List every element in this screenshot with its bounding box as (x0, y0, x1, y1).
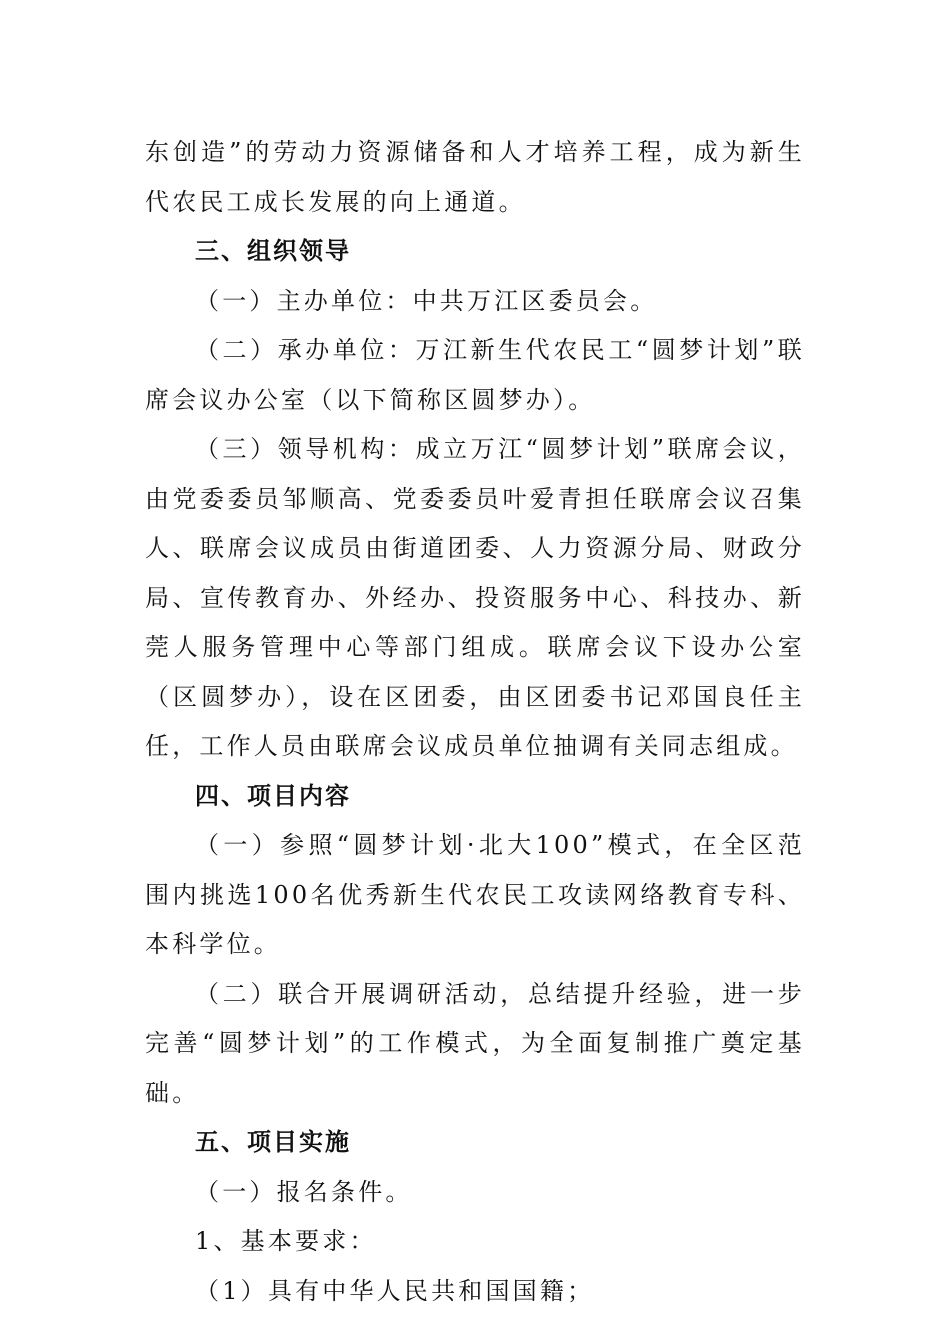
paragraph-host-unit: （一）主办单位：中共万江区委员会。 (195, 286, 658, 315)
section-heading-organization: 三、组织领导 (195, 237, 351, 265)
section-heading-project-content: 四、项目内容 (195, 781, 351, 810)
paragraph-basic-requirements: 1、基本要求： (195, 1227, 377, 1255)
paragraph-requirement-nationality: （1）具有中华人民共和国国籍； (195, 1276, 595, 1305)
paragraph-content-two: （二）联合开展调研活动，总结提升经验，进一步完善“圆梦计划”的工作模式，为全面复制推广奠定基础。 (145, 979, 805, 1107)
paragraph-leadership: （三）领导机构：成立万江“圆梦计划”联席会议，由党委委员邹顺高、党委委员叶爱青担任联席会议召集人、联席会议成员由街道团委、人力资源分局、财政分局、宣传教育办、外经办、投资服务中心、科技办、新莞人服务管理中心等部门组成。联席会议下设办公室（区圆梦办），设在区团委，由区团委书记邓国良任主任，工作人员由联席会议成员单位抽调有关同志组成。 (145, 435, 805, 760)
paragraph-organizer-unit: （二）承办单位：万江新生代农民工“圆梦计划”联席会议办公室（以下简称区圆梦办）。 (145, 336, 805, 414)
paragraph-registration-conditions: （一）报名条件。 (195, 1177, 413, 1206)
section-heading-implementation: 五、项目实施 (195, 1128, 351, 1156)
paragraph-content-one: （一）参照“圆梦计划·北大100”模式，在全区范围内挑选100名优秀新生代农民工攻读网络教育专科、本科学位。 (145, 831, 805, 958)
paragraph-continuation: 东创造”的劳动力资源储备和人才培养工程，成为新生代农民工成长发展的向上通道。 (145, 138, 805, 216)
document-body (145, 128, 805, 1316)
